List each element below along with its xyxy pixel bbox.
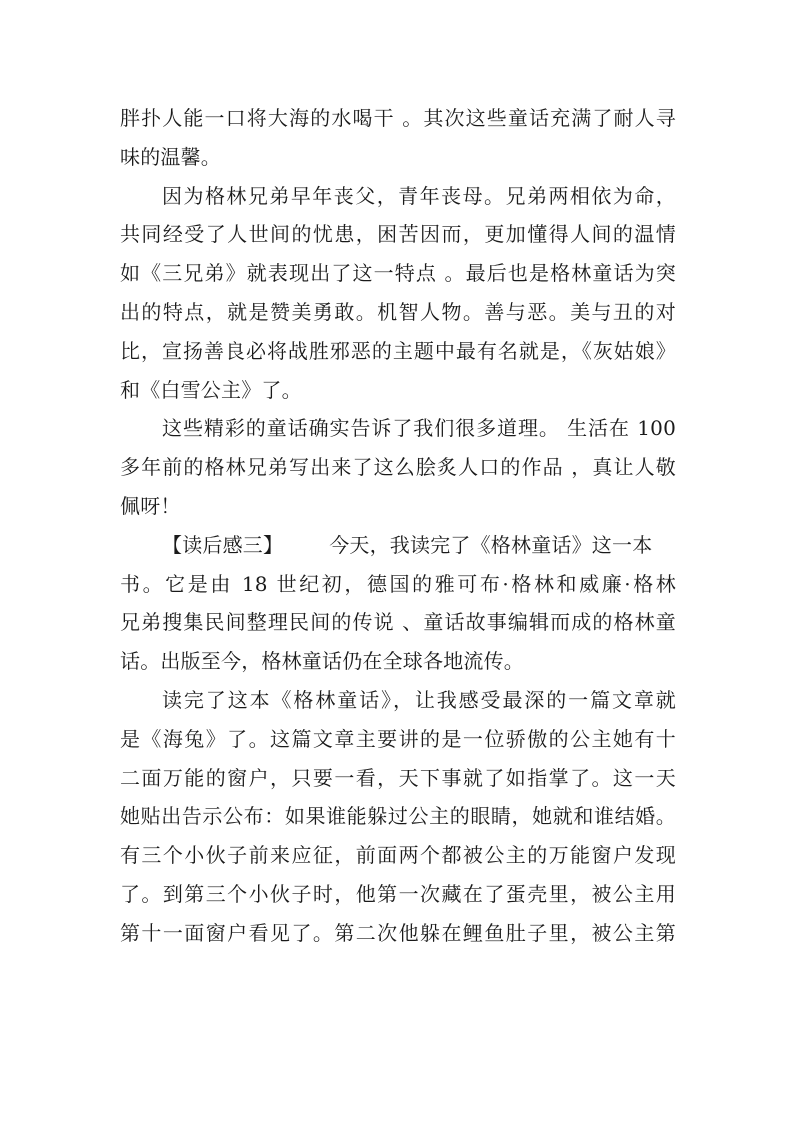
paragraph-start-line: 因为格林兄弟早年丧父，青年丧母。兄弟两相依为命，	[162, 183, 676, 208]
text-line: 如《三兄弟》就表现出了这一特点 。最后也是格林童话为突	[120, 261, 676, 286]
text-line: 了。到第三个小伙子时，他第一次藏在了蛋壳里，被公主用	[120, 881, 676, 906]
text-line: 书。它是由 18 世纪初，德国的雅可布·格林和威廉·格林	[120, 571, 676, 596]
text-line: 二面万能的窗户，只要一看，天下事就了如指掌了。这一天	[120, 765, 676, 790]
text-line: 味的温馨。	[120, 144, 221, 169]
paragraph-start-line: 这些精彩的童话确实告诉了我们很多道理。 生活在 100	[162, 416, 676, 441]
section-heading: 【读后感三】	[162, 532, 284, 557]
document-body	[120, 99, 676, 953]
text-line: 佩呀！	[120, 493, 181, 518]
text-line: 和《白雪公主》了。	[120, 377, 302, 402]
section-first-text: 今天，我读完了《格林童话》这一本	[329, 532, 653, 557]
paragraph-start-line: 读完了这本《格林童话》，让我感受最深的一篇文章就	[162, 687, 676, 712]
text-line: 是《海兔》了。这篇文章主要讲的是一位骄傲的公主她有十	[120, 726, 676, 751]
text-line: 多年前的格林兄弟写出来了这么脍炙人口的作品 ，真让人敬	[120, 455, 676, 480]
text-line: 比，宣扬善良必将战胜邪恶的主题中最有名就是，《灰姑娘》	[120, 338, 676, 363]
text-line: 出的特点，就是赞美勇敢。机智人物。善与恶。美与丑的对	[120, 299, 676, 324]
text-line: 胖扑人能一口将大海的水喝干 。其次这些童话充满了耐人寻	[120, 106, 676, 130]
section-heading-line	[120, 526, 676, 565]
text-line: 有三个小伙子前来应征，前面两个都被公主的万能窗户发现	[120, 843, 676, 868]
text-line: 话。出版至今，格林童话仍在全球各地流传。	[120, 649, 524, 674]
text-line: 她贴出告示公布：如果谁能躲过公主的眼睛，她就和谁结婚。	[120, 804, 676, 829]
text-line: 共同经受了人世间的忧患，困苦因而，更加懂得人间的温情	[120, 222, 676, 247]
text-line: 第十一面窗户看见了。第二次他躲在鲤鱼肚子里，被公主第	[120, 920, 676, 945]
text-line: 兄弟搜集民间整理民间的传说 、童话故事编辑而成的格林童	[120, 610, 676, 635]
